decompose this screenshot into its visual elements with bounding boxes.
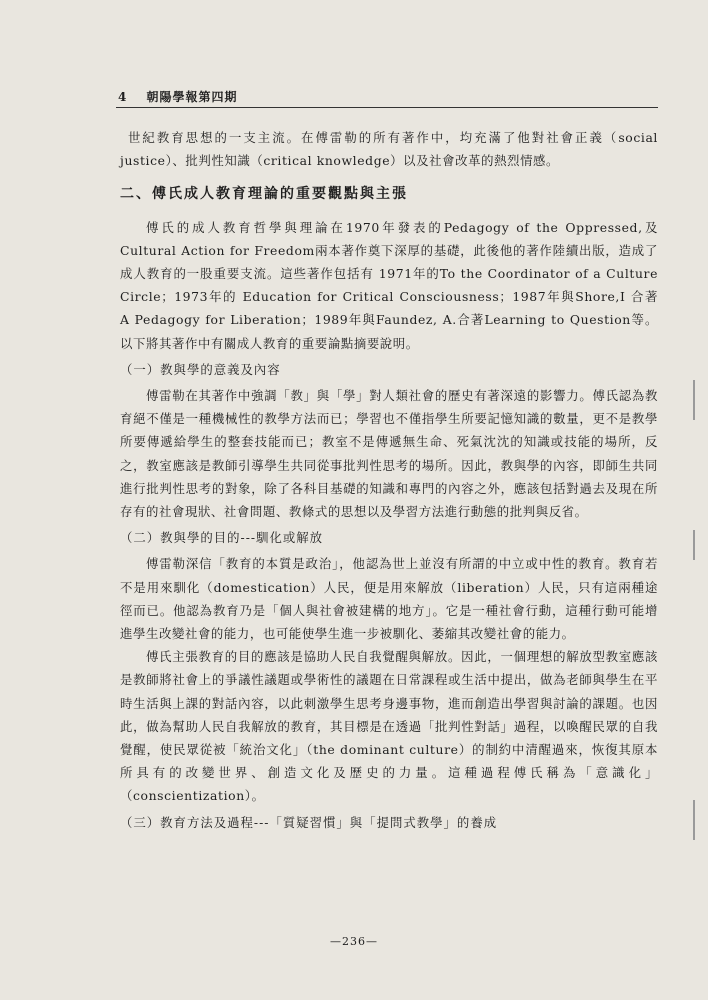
margin-mark <box>693 800 695 840</box>
body-text <box>120 126 658 837</box>
header-page-number: 4 <box>118 90 128 104</box>
margin-mark <box>693 380 695 420</box>
page-footer-number: —236— <box>330 935 378 948</box>
subsection-1-paragraph: 傅雷勒在其著作中強調「教」與「學」對人類社會的歷史有著深遠的影響力。傅氏認為教育絕不僅是一種機械性的教學方法而已；學習也不僅指學生所要記憶知識的數量，更不是教學所要傳遞給學生的整套技能而已；教室不是傳遞無生命、死氣沈沈的知識或技能的場所，反之，教室應該是教師引導學生共同從事批判性思考的場所。因此，教與學的內容，即師生共同進行批判性思考的對象，除了各科目基礎的知識和專門的內容之外，應該包括對過去及現在所存有的社會現狀、社會問題、教條式的思想以及學習方法進行動態的批判與反省。 <box>120 388 658 520</box>
section-paragraph: 傅氏的成人教育哲學與理論在1970年發表的Pedagogy of the Oppressed,及Cultural Action for Freedom兩本著作奠下深厚的基礎，此後他的著作陸續出版，造成了成人教育的一股重要支流。這些著作包括有 1971年的To the Coordinator of a Culture Circle；1973年的 Education for Critical Consciousness；1987年與Shore,I 合著 A Pedagogy for Liberation；1989年與Faundez, A.合著Learning to Question等。以下將其著作中有關成人教育的重要論點摘要說明。 <box>120 219 658 351</box>
subsection-heading-2: （二）教與學的目的---馴化或解放 <box>120 530 324 546</box>
header-rule <box>116 107 658 108</box>
margin-mark <box>693 530 695 560</box>
running-header <box>118 88 658 105</box>
journal-title: 朝陽學報第四期 <box>146 90 238 104</box>
intro-paragraph: 世紀教育思想的一支主流。在傅雷勒的所有著作中，均充滿了他對社會正義（social justice）、批判性知識（critical knowledge）以及社會改革的熱烈情感。 <box>120 130 658 169</box>
section-heading: 二、傅氏成人教育理論的重要觀點與主張 <box>120 186 408 203</box>
subsection-2-paragraph-b: 傅氏主張教育的目的應該是協助人民自我覺醒與解放。因此，一個理想的解放型教室應該是教師將社會上的爭議性議題或學術性的議題在日常課程或生活中提出，做為老師與學生在平時生活與上課的對話內容，以此刺激學生思考身邊事物，進而創造出學習與討論的課題。也因此，做為幫助人民自我解放的教育，其目標是在透過「批判性對話」過程，以喚醒民眾的自我覺醒，使民眾從被「統治文化」（the dominant culture）的制約中清醒過來，恢復其原本所具有的改變世界、創造文化及歷史的力量。這種過程傅氏稱為「意識化」（conscientization）。 <box>120 649 658 804</box>
subsection-heading-3: （三）教育方法及過程---「質疑習慣」與「提問式教學」的養成 <box>120 814 498 830</box>
subsection-heading-1: （一）教與學的意義及內容 <box>120 361 281 377</box>
subsection-2-paragraph-a: 傅雷勒深信「教育的本質是政治」，他認為世上並沒有所謂的中立或中性的教育。教育若不是用來馴化（domestication）人民，便是用來解放（liberation）人民，只有這兩種途徑而已。他認為教育乃是「個人與社會被建構的地方」。它是一種社會行動，這種行動可能增進學生改變社會的能力，也可能使學生進一步被馴化、萎縮其改變社會的能力。 <box>120 556 658 642</box>
